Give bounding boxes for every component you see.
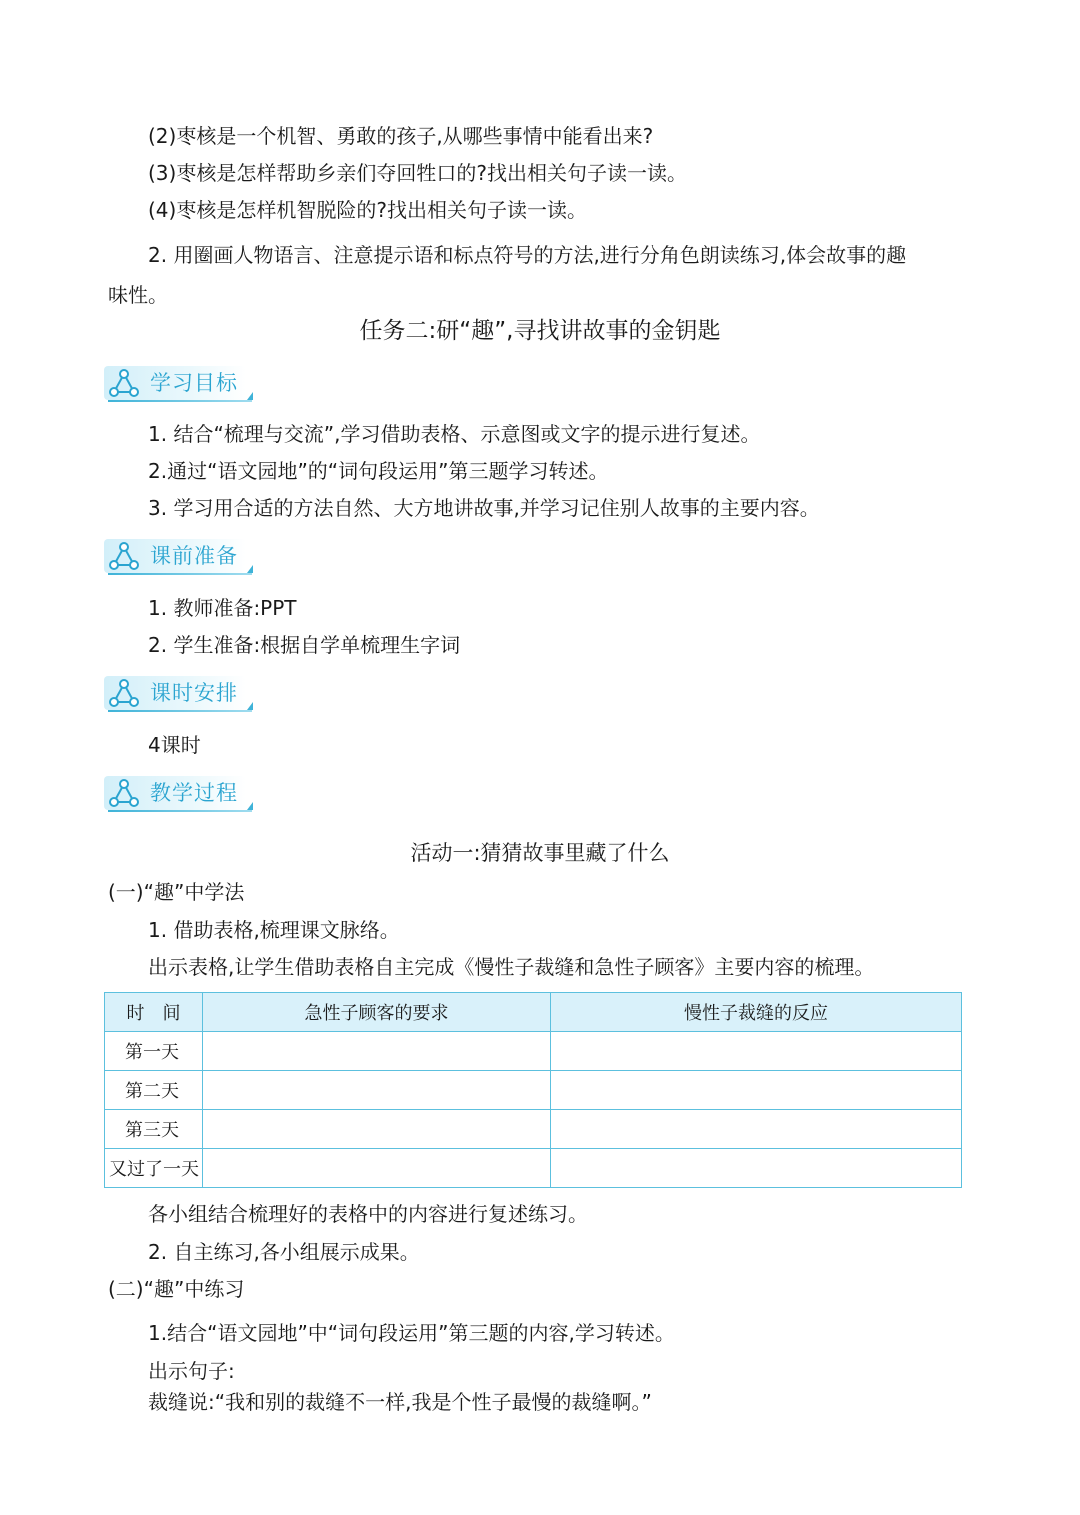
table-row bbox=[105, 1110, 962, 1149]
section-header-process bbox=[104, 774, 254, 814]
part1-heading: (一)“趣”中学法 bbox=[108, 880, 245, 904]
table-cell bbox=[203, 1110, 551, 1149]
table-row-day: 第一天 bbox=[105, 1032, 203, 1071]
table-row bbox=[105, 1032, 962, 1071]
section-label-goals: 学习目标 bbox=[150, 371, 238, 395]
question-3: (3)枣核是怎样帮助乡亲们夺回牲口的?找出相关句子读一读。 bbox=[148, 161, 687, 185]
goal-item-1: 1. 结合“梳理与交流”,学习借助表格、示意图或文字的提示进行复述。 bbox=[148, 422, 761, 446]
prep-item-1: 1. 教师准备:PPT bbox=[148, 596, 297, 620]
section-label-process: 教学过程 bbox=[150, 781, 238, 805]
table-cell bbox=[551, 1071, 962, 1110]
part1-after-table: 各小组结合梳理好的表格中的内容进行复述练习。 bbox=[148, 1202, 588, 1226]
network-triangle-icon bbox=[108, 541, 140, 571]
goal-item-2: 2.通过“语文园地”的“词句段运用”第三题学习转述。 bbox=[148, 459, 609, 483]
part2-show: 出示句子: bbox=[148, 1359, 235, 1383]
part2-heading: (二)“趣”中练习 bbox=[108, 1277, 245, 1301]
table-row-day: 第三天 bbox=[105, 1110, 203, 1149]
question-4: (4)枣核是怎样机智脱险的?找出相关句子读一读。 bbox=[148, 198, 587, 222]
prep-item-2: 2. 学生准备:根据自学单梳理生字词 bbox=[148, 633, 461, 657]
goal-item-3: 3. 学习用合适的方法自然、大方地讲故事,并学习记住别人故事的主要内容。 bbox=[148, 496, 820, 520]
table-cell bbox=[203, 1149, 551, 1188]
network-triangle-icon bbox=[108, 678, 140, 708]
table-cell bbox=[203, 1071, 551, 1110]
table-row bbox=[105, 1071, 962, 1110]
table-header-time: 时 间 bbox=[105, 993, 203, 1032]
network-triangle-icon bbox=[108, 778, 140, 808]
section-header-goals bbox=[104, 364, 254, 404]
part2-step1: 1.结合“语文园地”中“词句段运用”第三题的内容,学习转述。 bbox=[148, 1321, 675, 1345]
table-cell bbox=[551, 1149, 962, 1188]
practice-line-1: 2. 用圈画人物语言、注意提示语和标点符号的方法,进行分角色朗读练习,体会故事的趣 bbox=[148, 243, 907, 267]
table-cell bbox=[203, 1032, 551, 1071]
part1-step1: 1. 借助表格,梳理课文脉络。 bbox=[148, 918, 400, 942]
table-header-tailor: 慢性子裁缝的反应 bbox=[551, 993, 962, 1032]
table-cell bbox=[551, 1110, 962, 1149]
section-header-schedule bbox=[104, 674, 254, 714]
part2-quote: 裁缝说:“我和别的裁缝不一样,我是个性子最慢的裁缝啊。” bbox=[148, 1390, 652, 1414]
part1-step2: 2. 自主练习,各小组展示成果。 bbox=[148, 1240, 420, 1264]
schedule-text: 4课时 bbox=[148, 733, 201, 757]
task-title: 任务二:研“趣”,寻找讲故事的金钥匙 bbox=[359, 318, 721, 344]
table-row bbox=[105, 1149, 962, 1188]
question-2: (2)枣核是一个机智、勇敢的孩子,从哪些事情中能看出来? bbox=[148, 124, 654, 148]
table-header-row bbox=[105, 993, 962, 1032]
network-triangle-icon bbox=[108, 368, 140, 398]
table-header-customer: 急性子顾客的要求 bbox=[203, 993, 551, 1032]
part1-instruction: 出示表格,让学生借助表格自主完成《慢性子裁缝和急性子顾客》主要内容的梳理。 bbox=[148, 955, 875, 979]
activity-title: 活动一:猜猜故事里藏了什么 bbox=[410, 841, 670, 865]
section-label-prep: 课前准备 bbox=[150, 544, 238, 568]
section-label-schedule: 课时安排 bbox=[150, 681, 238, 705]
table-row-day: 第二天 bbox=[105, 1071, 203, 1110]
table-row-day: 又过了一天 bbox=[105, 1149, 203, 1188]
summary-table bbox=[104, 992, 962, 1188]
section-header-prep bbox=[104, 537, 254, 577]
practice-line-2: 味性。 bbox=[108, 283, 168, 307]
table-cell bbox=[551, 1032, 962, 1071]
